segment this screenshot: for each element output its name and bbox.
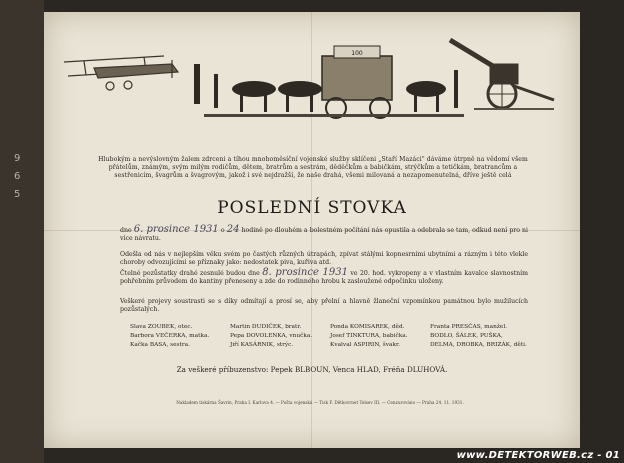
biplane-icon	[64, 56, 178, 90]
handwritten-funeral-date: 8. prosince 1931	[262, 267, 348, 278]
signer: Ponda KOMISAREK, děd.	[330, 324, 405, 330]
signer: Barbora VEČERKA, matka.	[130, 333, 210, 339]
signers-column	[230, 323, 330, 350]
signer: Jiří KASÁRNIK, strýc.	[230, 342, 294, 348]
handwritten-hour: 24	[226, 224, 240, 235]
signers-column	[430, 323, 530, 350]
intro-paragraph: Hlubokým a nevýslovným žalem zdrceni a tíhou mnohoměsíční vojenské služby sklíčeni „Staří Mazáci" dáváme útrpně na vědomí všem přátelům, známým, svým milým rodičům, dětem, bratrům a sestrám, děděčkům a babičkám, strýčkům a tetičkám, bratrancům a sestřenicím, švagrům a švagrovým, jakož i své nejdražší, že naše drahá, všemi milovaná a nezapomenutelná, dříve ještě celá	[98, 156, 528, 180]
printer-footer: Nakladem tiskárna Šavrin, Praha I. Karlova 4. — Pošta vojenská — Tisk F. Dětkovrnet Telsev III. — Cenzurováno — Praha 24. 11. 1931.	[176, 400, 464, 405]
signer: Franta PRESČAS, manžel.	[430, 324, 508, 330]
illness-paragraph: Odešla od nás v nejlepším věku svém po častých různých útrapách, zpívat stálými kopnesrními ubytními a rázným i této vlekle choroby odvozujícími se příznaky jako: nedostatek piva, kuřiva atd.	[120, 251, 528, 267]
cannon-icon	[450, 40, 554, 110]
funeral-procession-icon	[194, 46, 464, 118]
signer: Josef TINKTURA, babička.	[330, 333, 408, 339]
signer: DELMA, DROBKA, BRIZÁK, děti.	[430, 342, 527, 348]
document-title: POSLEDNÍ STOVKA	[217, 198, 407, 218]
coach-label: 100	[351, 50, 363, 57]
handwritten-date: 6. prosince 1931	[133, 224, 219, 235]
text-fragment: dne	[120, 227, 132, 234]
signer: Kvalval ASPIRIN, švakr.	[330, 342, 400, 348]
text-fragment: hodině po dlouhém a bolestném počítání nás opustila a odebrala se tam, odkud není pro ni více návratu.	[120, 227, 529, 243]
condolence-paragraph: Veškeré projevy soustrasti se s díky odmítají a prosí se, aby přelní a hlavně žlaneční vzpomínkou památnou bylo mužilucích pozůstalých.	[120, 298, 528, 314]
signer: Pepa DOVOLENKA, vnučka.	[230, 333, 313, 339]
death-date-paragraph	[120, 226, 528, 244]
site-watermark: www.DETEKTORWEB.cz - 01	[456, 450, 620, 461]
scan-background	[0, 0, 44, 463]
header-illustration	[54, 34, 564, 130]
signers-column	[130, 323, 230, 350]
text-fragment: o	[220, 227, 225, 234]
signer: Martin DUDIČEK, bratr.	[230, 324, 302, 330]
funeral-paragraph	[120, 269, 528, 287]
side-scrap-text: 9 6 5	[14, 153, 21, 200]
signer: Kačka BASA, sestra.	[130, 342, 190, 348]
text-fragment: ve 20. hod. vykropeny a v vlastním kavalce slavnostním pohřebním průvodem do kantiny přeneseny a zde do rodinného hrobu k zasloužené odpočinku uloženy.	[120, 270, 529, 286]
signer: BODLO, ŠÁLEK, PUŠKA,	[430, 333, 503, 339]
signer: Slava ZOUBEK, otec.	[130, 324, 193, 330]
closing-line: Za veškeré příbuzenstvo: Pepek BLBOUN, Venca HLAD, Fréňa DLUHOVÁ.	[176, 365, 448, 374]
signers-column	[330, 323, 430, 350]
text-fragment: Čtelné pozůstatky drahé zesnulé budou dne	[120, 270, 260, 277]
